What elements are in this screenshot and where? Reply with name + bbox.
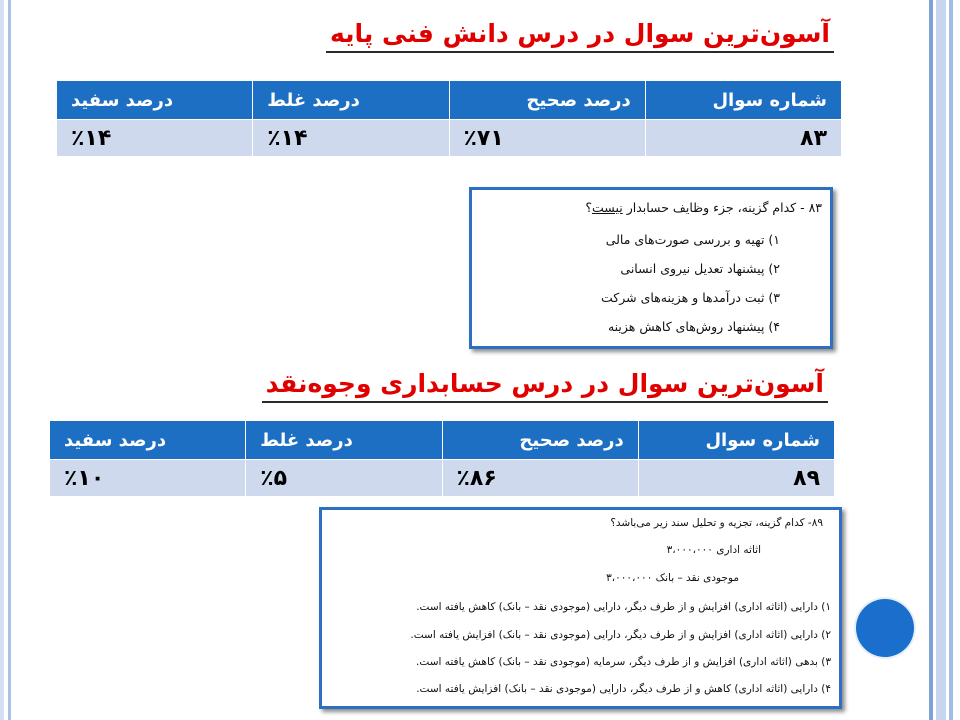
question-83-mark: ؟: [585, 200, 593, 215]
question-83-negation: نیست: [592, 200, 623, 215]
question-89-option-2: ۲) دارایی (اثاثه اداری) افزایش و از طرف دیگر، دارایی (موجودی نقد – بانک) افزایش یافته است.: [410, 629, 831, 641]
question-89-stem: ۸۹- کدام گزینه، تجزیه و تحلیل سند زیر می‌باشد؟: [610, 517, 823, 529]
cell-percent-wrong: ٪۵: [246, 460, 442, 497]
cell-percent-blank: ٪۱۴: [57, 120, 253, 157]
header-question-number: شماره سوال: [645, 81, 841, 120]
left-decorative-rail: [0, 0, 16, 720]
question-83-option-2: ۲) پیشنهاد تعدیل نیروی انسانی: [620, 261, 780, 276]
cell-question-number: ۸۳: [645, 120, 841, 157]
question-89-option-4: ۴) دارایی (اثاثه اداری) کاهش و از طرف دیگر، دارایی (موجودی نقد – بانک) افزایش یافته است.: [416, 683, 831, 695]
cell-percent-wrong: ٪۱۴: [253, 120, 449, 157]
right-decorative-stripes: [926, 0, 960, 720]
question-83-stem-text: ۸۳ - کدام گزینه، جزء وظایف حسابدار: [622, 200, 822, 215]
decorative-blue-dot: [856, 599, 914, 657]
question-89-box: [319, 507, 842, 709]
header-percent-blank: درصد سفید: [50, 421, 246, 460]
cell-percent-correct: ٪۸۶: [442, 460, 638, 497]
question-83-box: [469, 187, 833, 349]
question-83-option-4: ۴) پیشنهاد روش‌های کاهش هزینه: [607, 319, 780, 334]
stats-table-basic-technical: [56, 80, 842, 157]
header-question-number: شماره سوال: [638, 421, 834, 460]
header-percent-wrong: درصد غلط: [246, 421, 442, 460]
journal-entry-debit: اثاثه اداری ۳،۰۰۰،۰۰۰: [666, 544, 761, 556]
question-83-stem: [472, 200, 822, 215]
slide-title-cash-accounting: آسون‌ترین سوال در درس حسابداری وجوه‌نقد: [262, 368, 828, 403]
header-percent-blank: درصد سفید: [57, 81, 253, 120]
question-83-option-3: ۳) ثبت درآمدها و هزینه‌های شرکت: [601, 290, 780, 305]
table-row: [57, 120, 842, 157]
question-83-option-1: ۱) تهیه و بررسی صورت‌های مالی: [605, 232, 780, 247]
slide-title-basic-technical: آسون‌ترین سوال در درس دانش فنی پایه: [326, 18, 834, 53]
cell-percent-blank: ٪۱۰: [50, 460, 246, 497]
header-percent-correct: درصد صحیح: [449, 81, 645, 120]
table-header-row: [57, 81, 842, 120]
question-89-option-3: ۳) بدهی (اثاثه اداری) افزایش و از طرف دیگر، سرمایه (موجودی نقد – بانک) کاهش یافته است.: [416, 656, 831, 668]
header-percent-wrong: درصد غلط: [253, 81, 449, 120]
cell-percent-correct: ٪۷۱: [449, 120, 645, 157]
header-percent-correct: درصد صحیح: [442, 421, 638, 460]
question-89-option-1: ۱) دارایی (اثاثه اداری) افزایش و از طرف دیگر، دارایی (موجودی نقد – بانک) کاهش یافته است.: [416, 601, 831, 613]
stats-table-cash-accounting: [49, 420, 835, 497]
journal-entry-credit: موجودی نقد – بانک ۳،۰۰۰،۰۰۰: [606, 572, 739, 584]
table-row: [50, 460, 835, 497]
cell-question-number: ۸۹: [638, 460, 834, 497]
table-header-row: [50, 421, 835, 460]
